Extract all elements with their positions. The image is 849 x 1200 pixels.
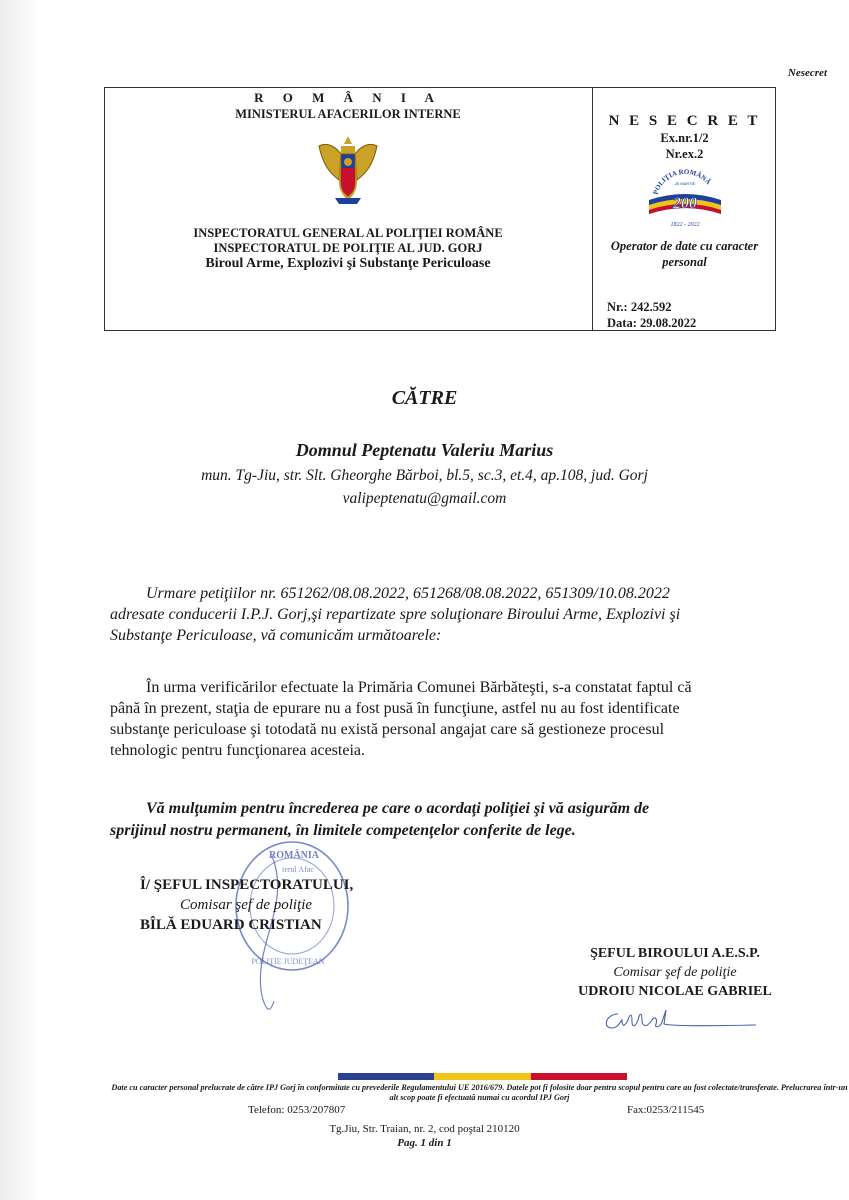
tricolor-bar xyxy=(338,1073,627,1080)
scan-edge xyxy=(0,0,40,1200)
fax: Fax:0253/211545 xyxy=(627,1104,705,1116)
classification-label: N E S E C R E T xyxy=(608,113,761,129)
paragraph-findings xyxy=(110,677,849,761)
signer-right-title: ŞEFUL BIROULUI A.E.S.P. xyxy=(590,946,760,961)
logo-date: 25 MARTIE xyxy=(674,181,695,186)
stamp-text-top: ROMÂNIA xyxy=(269,850,319,861)
page-number: Pag. 1 din 1 xyxy=(397,1137,452,1149)
signer-left-name: BÎLĂ EDUARD CRISTIAN xyxy=(140,917,322,933)
body-line: până în prezent, staţia de epurare nu a fost pusă în funcţiune, astfel nu au fost identificate xyxy=(110,700,680,717)
classification-top: Nesecret xyxy=(787,67,827,79)
logo-years: 1822 - 2022 xyxy=(670,222,699,228)
logo-arc-text: POLIŢIA ROMÂNĂ xyxy=(651,167,712,196)
coat-of-arms-icon xyxy=(317,132,379,210)
body-line: adresate conducerii I.P.J. Gorj,şi repartizate spre soluţionare Biroului Arme, Explozivi şi xyxy=(110,606,681,623)
body-line: Vă mulţumim pentru încrederea pe care o acordaţi poliţiei şi vă asigurăm de xyxy=(110,800,650,817)
recipient-address: mun. Tg-Jiu, str. Slt. Gheorghe Bărboi, bl.5, sc.3, et.4, ap.108, jud. Gorj xyxy=(201,467,648,484)
signer-right-rank: Comisar şef de poliţie xyxy=(613,965,737,980)
signature-left xyxy=(140,875,353,935)
stamp-text-bottom: POLIŢIE JUDEŢEAN xyxy=(251,957,325,966)
registration-number: Nr.: 242.592 xyxy=(607,300,672,314)
signer-left-rank: Comisar şef de poliţie xyxy=(180,897,313,913)
body-line: În urma verificărilor efectuate la Primăria Comunei Bărbăteşti, s-a constatat faptul că xyxy=(110,679,692,696)
telephone: Telefon: 0253/207807 xyxy=(248,1104,346,1116)
body-line: sprijinul nostru permanent, în limitele competenţelor conferite de lege. xyxy=(110,822,576,839)
copies-count: Nr.ex.2 xyxy=(665,147,704,161)
data-operator-label: Operator de date cu caracter personal xyxy=(610,239,759,269)
ministry-label: MINISTERUL AFACERILOR INTERNE xyxy=(235,107,461,121)
flag-red xyxy=(531,1073,627,1080)
stamp-text-inner: terul Afac xyxy=(282,865,314,874)
gdpr-note: Date cu caracter personal prelucrate de către IPJ Gorj în conformitate cu prevederile Regulamentului UE 2016/679. Datele pot fi folosite doar pentru scopul pentru care au fost colectate/transferate. Prelucrarea într-un alt scop poate fi efectuată numai cu acordul IPJ Gorj xyxy=(111,1083,848,1102)
body-line: Substanţe Periculoase, vă comunicăm următoarele: xyxy=(110,627,442,644)
inspectorate-county: INSPECTORATUL DE POLIŢIE AL JUD. GORJ xyxy=(213,241,483,255)
body-line: tehnologic pentru funcţionarea acesteia. xyxy=(110,742,365,759)
postal-address: Tg.Jiu, Str. Traian, nr. 2, cod poştal 210120 xyxy=(329,1123,520,1135)
handwritten-signature-icon xyxy=(600,1008,760,1034)
country-label: R O M Â N I A xyxy=(254,90,442,105)
flag-blue xyxy=(338,1073,434,1080)
paragraph-closing xyxy=(110,798,849,842)
signer-left-title: Î/ ŞEFUL INSPECTORATULUI, xyxy=(140,877,354,893)
recipient-heading: CĂTRE xyxy=(391,387,458,409)
recipient-email: valipeptenatu@gmail.com xyxy=(342,490,507,507)
body-line: Urmare petiţiilor nr. 651262/08.08.2022, 651268/08.08.2022, 651309/10.08.2022 xyxy=(110,585,670,602)
flag-yellow xyxy=(434,1073,530,1080)
logo-number: 200 xyxy=(672,195,697,212)
signer-right-name: UDROIU NICOLAE GABRIEL xyxy=(578,984,772,999)
header-right xyxy=(593,88,776,270)
inspectorate-general: INSPECTORATUL GENERAL AL POLIŢIEI ROMÂNE xyxy=(193,226,503,240)
recipient-name: Domnul Peptenatu Valeriu Marius xyxy=(295,440,554,460)
registration-block xyxy=(607,299,696,331)
registration-date: Data: 29.08.2022 xyxy=(607,316,697,330)
header-left xyxy=(104,88,592,272)
paragraph-petitions xyxy=(110,583,849,646)
signature-right xyxy=(540,944,810,1001)
copy-number: Ex.nr.1/2 xyxy=(660,131,709,145)
body-line: substanţe periculoase şi totodată nu există personal angajat care să gestioneze procesul xyxy=(110,721,665,738)
police-200-logo-icon xyxy=(643,164,727,234)
bureau-name: Biroul Arme, Explozivi şi Substanţe Periculoase xyxy=(205,256,491,271)
